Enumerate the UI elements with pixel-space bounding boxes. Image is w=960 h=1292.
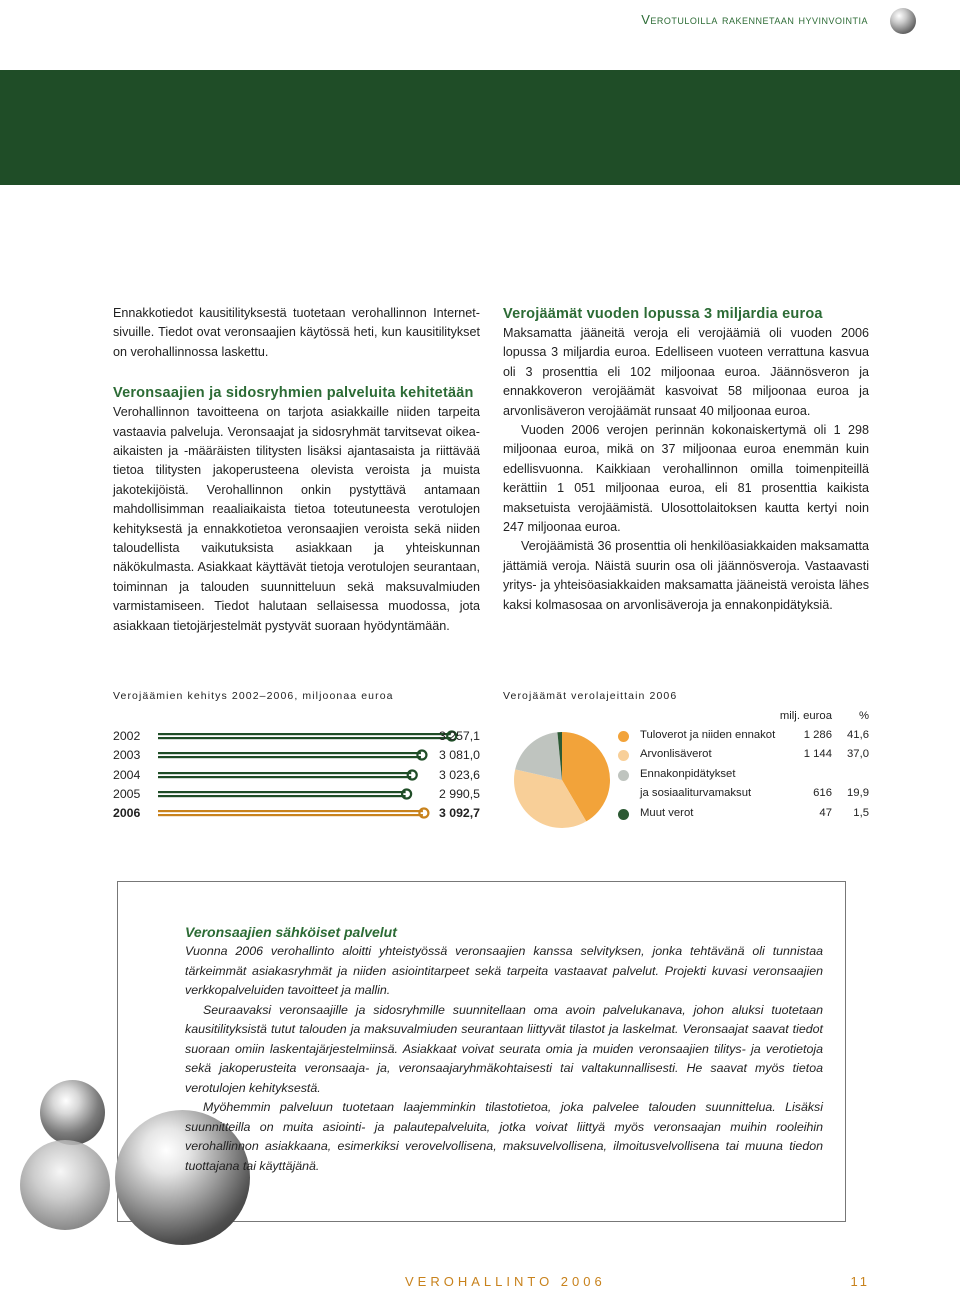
pie-chart — [505, 720, 625, 840]
bar-category-label: 2006 — [113, 806, 141, 821]
arrears-paragraph-3: Verojäämistä 36 prosenttia oli henkilöasiakkaiden maksamatta jättämiä veroja. Näistä suurin osa oli jäännösveroja. Vastaavasti yritys- ja yhteisöasiakkaiden maksamatta jääneistä veroista lähes kaksi kolmasosaa on arvonlisäveroja ja ennakonpidätyksiä. — [503, 539, 869, 612]
bar-value-label: 3 081,0 — [438, 748, 480, 763]
legend-swatch — [618, 809, 629, 820]
bar-category-label: 2002 — [113, 729, 141, 743]
bar-mark — [158, 747, 458, 763]
footer-title: VEROHALLINTO 2006 — [405, 1274, 606, 1289]
legend-row — [613, 727, 869, 746]
arrears-paragraph-2: Vuoden 2006 verojen perinnän kokonaiskertymä oli 1 298 miljoonaa euroa, mikä on 37 miljoonaa euroa enemmän kuin edellisvuonna. Kaikkiaan verohallinnon omilla toimenpiteillä kerättiin 1 051 miljoonaa euroa, eli 81 prosenttia kaikista maksetuista verojäämistä. Ulosottolaitoksen kautta kertyi noin 247 miljoonaa euroa. — [503, 423, 869, 535]
info-box-text — [185, 922, 823, 1176]
bar-row — [113, 746, 480, 765]
info-box-paragraph-3: Myöhemmin palveluun tuotetaan laajemminkin tilastotietoa, joka palvelee talouden suunnittelua. Lisäksi suunnitteilla on muita asiointi- ja palautepalveluita, jotka voivat liittyä myös veronsaajan muihin rooleihin verohallinnon asiakkaana, esimerkiksi verovelvollisena, maksuvelvollisena, ilmoitusvelvollisena tai muuna tiedon tuottajana tai käyttäjänä. — [185, 1100, 823, 1173]
legend-amount: 616 — [813, 787, 832, 800]
bar-row — [113, 727, 480, 746]
green-banner — [0, 70, 960, 185]
bar-value-label: 2 990,5 — [438, 786, 480, 801]
legend-row — [613, 805, 869, 824]
chrome-ball-small-icon — [40, 1080, 105, 1145]
arrears-heading: Verojäämät vuoden lopussa 3 miljardia euroa — [503, 306, 823, 322]
intro-paragraph: Ennakkotiedot kausitilityksestä tuotetaan verohallinnon Internet-sivuille. Tiedot ovat veronsaajien käytössä heti, kun kausitilitykset on verohallinnossa laskettu. — [113, 306, 480, 359]
bar-row — [113, 785, 480, 804]
bar-value-label: 3 092,7 — [438, 806, 480, 821]
pie-legend — [613, 727, 869, 824]
bar-category-label: 2003 — [113, 748, 141, 763]
bar-category-label: 2005 — [113, 786, 141, 801]
legend-unit-header: milj. euroa — [779, 710, 832, 722]
bar-row — [113, 804, 480, 823]
bar-category-label: 2004 — [113, 767, 141, 782]
legend-amount: 1 286 — [803, 729, 832, 741]
legend-swatch — [618, 750, 629, 761]
info-box-paragraph-2: Seuraavaksi veronsaajille ja sidosryhmille suunnitellaan oma avoin palvelukanava, johon aluksi tuotetaan kausitilityksistä tutut talouden ja maksuvalmiuden seurantaan liittyvät tilastot ja laskelmat. Veronsaajat saavat tiedot suoraan omiin laskentajärjestelmiinsä. Asiakkaat voivat seurata omia ja muiden veronsaajien tilitys- ja verotietoja sekä jakoperusteita veronsaaja- ja, veronsaajaryhmäkohtaisesti tai valtakunnallisesti. He saavat myös tietoa verotulojen kehityksestä. — [185, 1002, 823, 1095]
page-number: 11 — [850, 1274, 870, 1289]
bar-mark — [158, 728, 458, 744]
bar-mark — [158, 805, 458, 821]
legend-percent: 37,0 — [847, 748, 869, 761]
left-column — [113, 304, 480, 636]
legend-row — [613, 785, 869, 804]
arrears-paragraph-1: Maksamatta jääneitä veroja eli verojäämiä oli vuoden 2006 lopussa 3 miljardia euroa. Edelliseen vuoteen verrattuna kasvua oli 3 prosenttia eli 102 miljoonaa euroa. Jäännösveron ja ennakkoveron verojäämät kasvoivat 58 miljoonaa euroa ja arvonlisäveron verojäämät runsaat 40 miljoonaa euroa. — [503, 326, 869, 418]
legend-row — [613, 746, 869, 765]
legend-percent: 41,6 — [847, 729, 869, 741]
legend-label: Tuloverot ja niiden ennakot — [640, 729, 776, 741]
pie-chart-title: Verojäämät verolajeittain 2006 — [503, 690, 678, 702]
bar-mark — [158, 767, 458, 783]
bar-chart-title: Verojäämien kehitys 2002–2006, miljoonaa euroa — [113, 690, 394, 702]
legend-label: Arvonlisäverot — [640, 748, 712, 761]
legend-swatch — [618, 770, 629, 781]
legend-amount: 47 — [819, 806, 832, 819]
bar-value-label: 3 257,1 — [438, 729, 480, 743]
legend-label: ja sosiaaliturvamaksut — [640, 787, 752, 800]
legend-percent: 19,9 — [847, 787, 869, 800]
bar-mark — [158, 786, 458, 802]
legend-header — [613, 710, 869, 728]
bar-value-label: 3 023,6 — [438, 767, 480, 782]
right-column — [503, 304, 869, 615]
info-box-paragraph-1: Vuonna 2006 verohallinto aloitti yhteistyössä veronsaajien kanssa selvityksen, jonka tehtävänä oli tunnistaa tärkeimmät asiakasryhmät ja niiden asiointitarpeet sekä tarpeita vastaavat palvelut. Projekti kuvasi veronsaajien verkkopalveluiden tavoitteet ja mallin. — [185, 944, 823, 997]
chrome-ball-shadow-icon — [20, 1140, 110, 1230]
info-box-heading: Veronsaajien sähköiset palvelut — [185, 924, 397, 940]
legend-swatch — [618, 731, 629, 742]
legend-amount: 1 144 — [803, 748, 832, 761]
page-header-title: Verotuloilla rakennetaan hyvinvointia — [641, 12, 868, 27]
services-heading: Veronsaajien ja sidosryhmien palveluita kehitetään — [113, 385, 474, 402]
bar-row — [113, 766, 480, 785]
legend-label: Ennakonpidätykset — [640, 767, 736, 780]
legend-percent: 1,5 — [853, 806, 869, 819]
metal-ball-logo-icon — [890, 8, 916, 34]
services-body: Verohallinnon tavoitteena on tarjota asiakkaille niiden tarpeita vastaavia palveluja. Veronsaajat ja sidosryhmät tarvitsevat oikea-aikaisten ja -määräisten tilitysten lisäksi ajantasaista ja riittävää tietoa tilitysten jakoperusteena olevista veroista ja muista jakotekijöistä. Verohallinnon onkin pystyttävä antamaan mahdollisimman reaaliaikaista tietoa toteutuneesta verotulojen kehityksestä ja ennakkotietoa veronsaajien veroista sekä niiden taloudellista vaikutuksista asiakkaan ja yhteiskunnan näkökulmasta. Asiakkaat käyttävät tietoja verotulojen seurantaan, toiminnan ja talouden suunnitteluun sekä maksuvalmiuden varmistamiseen. Tiedot halutaan sellaisessa muodossa, jota asiakkaan tietojärjestelmät pystyvät suoraan hyödyntämään. — [113, 405, 480, 633]
legend-label: Muut verot — [640, 806, 694, 819]
legend-row — [613, 766, 869, 785]
legend-pct-header: % — [858, 710, 869, 722]
